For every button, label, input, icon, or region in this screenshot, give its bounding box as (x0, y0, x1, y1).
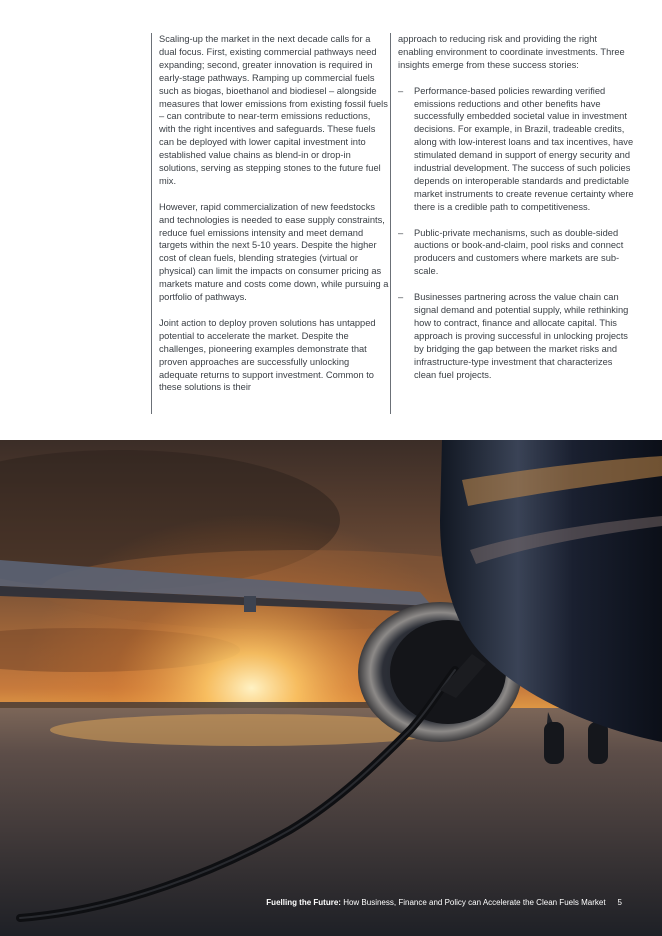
list-item (398, 291, 634, 381)
right-text-column (390, 33, 634, 414)
list-item-text: Businesses partnering across the value chain can signal demand and potential supply, while rethinking how to contract, finance and allocate capital. This approach is proving successful in unlocking projects by bridging the gap between the market risks and infrastructure-type investment that characterizes clean fuel projects. (414, 292, 629, 380)
page-number: 5 (617, 898, 622, 907)
body-paragraph: Joint action to deploy proven solutions has untapped potential to accelerate the market. Despite the challenges, pioneering examples demonstrate that proven approaches are successfully unlocking adequate returns to support investment. Common to these solutions is their (159, 317, 376, 393)
list-item-text: Public-private mechanisms, such as double-sided auctions or book-and-claim, pool risks and connect producers and customers where markets are sub-scale. (414, 227, 624, 277)
dash-bullet: – (398, 292, 404, 303)
insights-list (398, 85, 634, 382)
body-paragraph: Scaling-up the market in the next decade calls for a dual focus. First, existing commercial pathways need expanding; second, greater innovation is required in early-stage pathways. Ramping up commercial fuels such as biogas, bioethanol and biodiesel – alongside measures that lower emissions from existing fossil fuels – can contribute to near-term emissions reductions, with the right incentives and safeguards. These fuels can be deployed with lower capital investment into established value chains as blend-in or drop-in solutions, serving as stepping stones to the future fuel mix. (159, 34, 388, 186)
footer-report-subtitle: How Business, Finance and Policy can Accelerate the Clean Fuels Market (340, 898, 606, 907)
aircraft-refuelling-photo (0, 440, 662, 936)
list-item-text: Performance-based policies rewarding verified emissions reductions and other benefits have successfully embedded societal value in investment decisions. For example, in Brazil, tradeable credits, along with low-interest loans and tax incentives, have stimulated demand in support of energy security and industrial development. The success of such policies depends on interoperable standards and predictable market instruments to create revenue certainty where there is a credible path to competitiveness. (414, 85, 634, 212)
list-item (398, 85, 634, 214)
page-footer (266, 898, 622, 907)
list-item (398, 227, 634, 279)
body-paragraph: However, rapid commercialization of new feedstocks and technologies is needed to ease supply constraints, reduce fuel emissions intensity and meet demand targets within the next 5-10 years. Despite the higher cost of clean fuels, blending strategies (virtual or physical) can limit the impacts on consumer pricing as markets mature and costs come down, while pursuing a portfolio of pathways. (159, 201, 389, 303)
intro-paragraph: approach to reducing risk and providing the right enabling environment to coordinate investments. Three insights emerge from these success stories: (398, 34, 625, 70)
footer-report-title: Fuelling the Future: (266, 898, 341, 907)
dash-bullet: – (398, 85, 404, 96)
left-text-column (151, 33, 389, 414)
dash-bullet: – (398, 227, 404, 238)
